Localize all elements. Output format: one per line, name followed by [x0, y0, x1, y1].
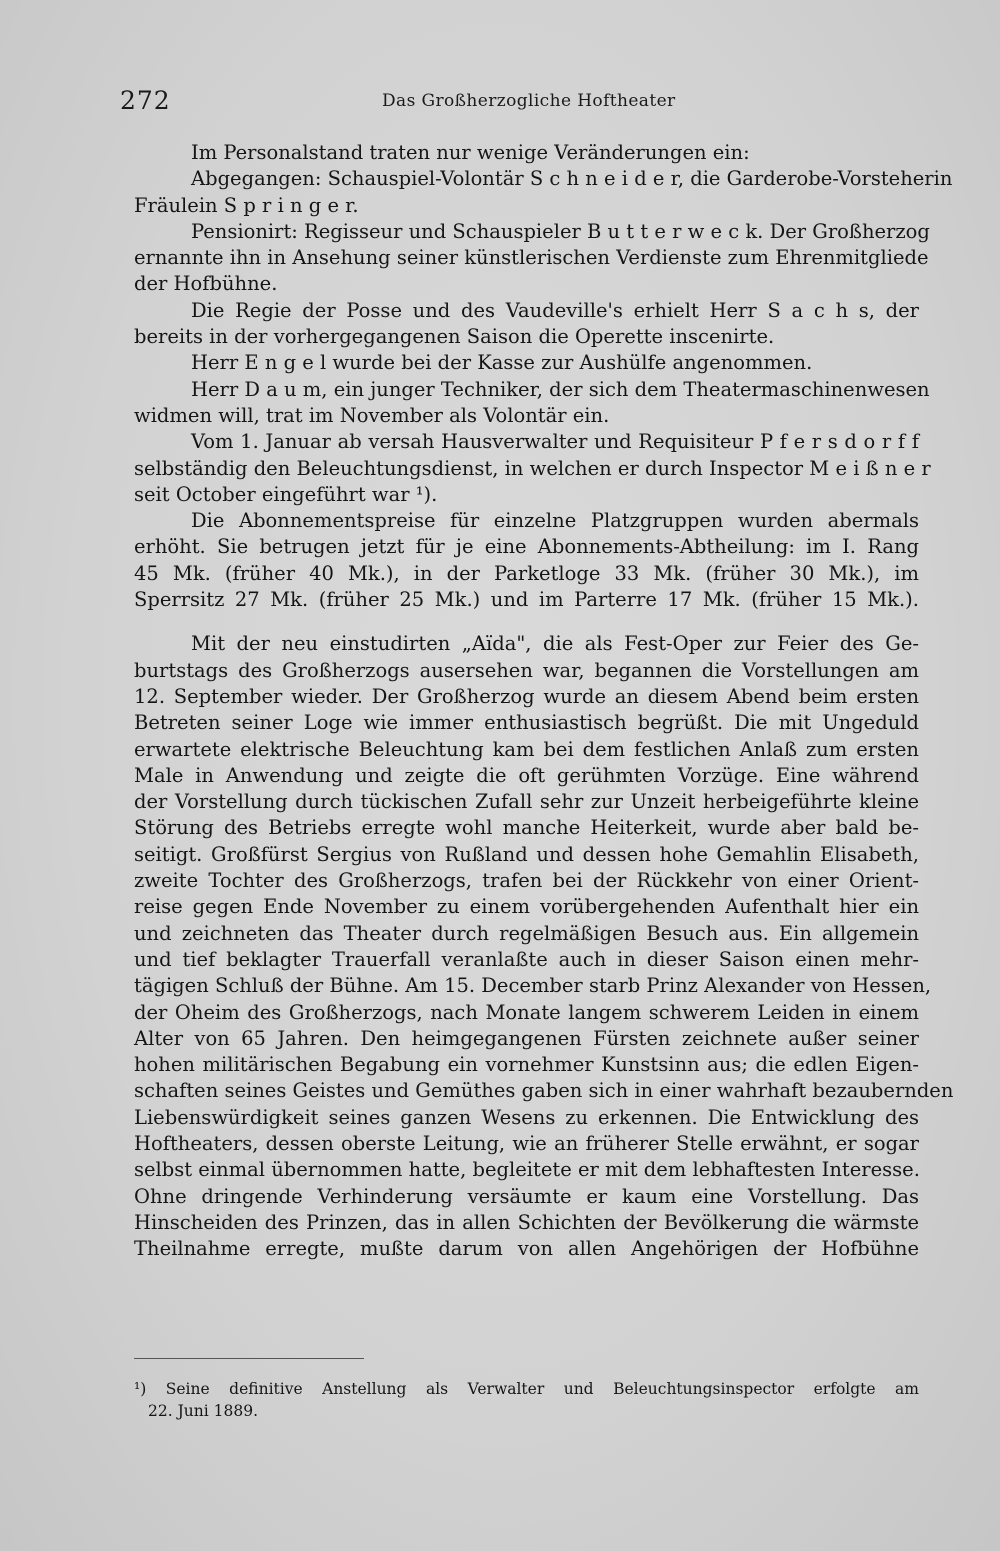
text-line: selbst einmal übernommen hatte, begleitete er mit dem lebhaftesten Interesse.: [134, 1158, 920, 1182]
text-line: Pensionirt: Regisseur und Schauspieler B u t t e r w e c k. Der Großherzog: [191, 219, 930, 243]
text-line: reise gegen Ende November zu einem vorübergehenden Aufenthalt hier ein: [134, 895, 919, 919]
body-text: [134, 140, 954, 1262]
text-line: schaften seines Geistes und Gemüthes gaben sich in einer wahrhaft bezaubernden: [134, 1079, 954, 1103]
text-line: hohen militärischen Begabung ein vornehmer Kunstsinn aus; die edlen Eigen-: [134, 1053, 919, 1077]
text-line: Herr E n g e l wurde bei der Kasse zur Aushülfe angenommen.: [191, 351, 813, 375]
text-line: Herr D a u m, ein junger Techniker, der sich dem Theatermaschinenwesen: [191, 377, 930, 401]
running-title: Das Großherzogliche Hoftheater: [382, 91, 676, 111]
text-line: Mit der neu einstudirten „Aïda", die als Fest-Oper zur Feier des Ge-: [191, 632, 919, 656]
text-line: ernannte ihn in Ansehung seiner künstlerischen Verdienste zum Ehrenmitgliede: [134, 246, 929, 270]
text-line: Ohne dringende Verhinderung versäumte er kaum eine Vorstellung. Das: [134, 1184, 919, 1208]
footnote-divider: [134, 1358, 364, 1359]
text-line: Liebenswürdigkeit seines ganzen Wesens zu erkennen. Die Entwicklung des: [134, 1105, 919, 1129]
text-line: 45 Mk. (früher 40 Mk.), in der Parketloge 33 Mk. (früher 30 Mk.), im: [134, 561, 919, 585]
text-line: Im Personalstand traten nur wenige Veränderungen ein:: [191, 141, 750, 164]
text-line: tägigen Schluß der Bühne. Am 15. December starb Prinz Alexander von Hessen,: [134, 974, 932, 998]
text-line: seitigt. Großfürst Sergius von Rußland und dessen hohe Gemahlin Elisabeth,: [134, 842, 919, 866]
text-line: Hoftheaters, dessen oberste Leitung, wie an früherer Stelle erwähnt, er sogar: [134, 1131, 919, 1155]
text-line: zweite Tochter des Großherzogs, trafen bei der Rückkehr von einer Orient-: [134, 869, 919, 893]
text-line: Hinscheiden des Prinzen, das in allen Schichten der Bevölkerung die wärmste: [134, 1210, 919, 1234]
text-line: bereits in der vorhergegangenen Saison die Operette inscenirte.: [134, 325, 775, 349]
text-line: der Vorstellung durch tückischen Zufall sehr zur Unzeit herbeigeführte kleine: [134, 790, 919, 814]
text-line: Male in Anwendung und zeigte die oft gerühmten Vorzüge. Eine während: [134, 763, 919, 787]
text-line: Störung des Betriebs erregte wohl manche Heiterkeit, wurde aber bald be-: [134, 816, 919, 840]
footnote-line: 22. Juni 1889.: [148, 1402, 259, 1420]
text-line: Abgegangen: Schauspiel-Volontär S c h n e i d e r, die Garderobe-Vorsteherin: [191, 167, 953, 191]
text-line: der Hofbühne.: [134, 272, 278, 296]
page-header: [120, 86, 920, 120]
page-number: 272: [120, 86, 171, 115]
text-line: Alter von 65 Jahren. Den heimgegangenen Fürsten zeichnete außer seiner: [134, 1026, 919, 1050]
paragraph-gap: [134, 613, 919, 631]
text-line: burtstags des Großherzogs ausersehen war, begannen die Vorstellungen am: [134, 658, 919, 682]
text-line: Vom 1. Januar ab versah Hausverwalter und Requisiteur P f e r s d o r f f: [191, 430, 919, 454]
text-line: Sperrsitz 27 Mk. (früher 25 Mk.) und im Parterre 17 Mk. (früher 15 Mk.).: [134, 588, 919, 612]
text-line: Die Abonnementspreise für einzelne Platzgruppen wurden abermals: [191, 509, 919, 533]
footnote-line: ¹) Seine definitive Anstellung als Verwalter und Beleuchtungsinspector erfolgte am: [134, 1380, 919, 1398]
text-line: selbständig den Beleuchtungsdienst, in welchen er durch Inspector M e i ß n e r: [134, 456, 931, 480]
text-line: erhöht. Sie betrugen jetzt für je eine Abonnements-Abtheilung: im I. Rang: [134, 535, 919, 559]
text-line: Betreten seiner Loge wie immer enthusiastisch begrüßt. Die mit Ungeduld: [134, 711, 919, 735]
text-line: 12. September wieder. Der Großherzog wurde an diesem Abend beim ersten: [134, 684, 919, 708]
text-line: der Oheim des Großherzogs, nach Monate langem schwerem Leiden in einem: [134, 1000, 919, 1024]
text-line: seit October eingeführt war ¹).: [134, 482, 438, 506]
text-line: und zeichneten das Theater durch regelmäßigen Besuch aus. Ein allgemein: [134, 921, 919, 945]
text-line: widmen will, trat im November als Volontär ein.: [134, 403, 610, 427]
footnotes: [134, 1378, 919, 1422]
text-line: erwartete elektrische Beleuchtung kam bei dem festlichen Anlaß zum ersten: [134, 737, 919, 761]
text-line: Fräulein S p r i n g e r.: [134, 193, 359, 217]
text-line: und tief beklagter Trauerfall veranlaßte auch in dieser Saison einen mehr-: [134, 947, 919, 971]
text-line: Die Regie der Posse und des Vaudeville's erhielt Herr S a c h s, der: [191, 298, 919, 322]
text-line: Theilnahme erregte, mußte darum von allen Angehörigen der Hofbühne: [134, 1237, 919, 1261]
